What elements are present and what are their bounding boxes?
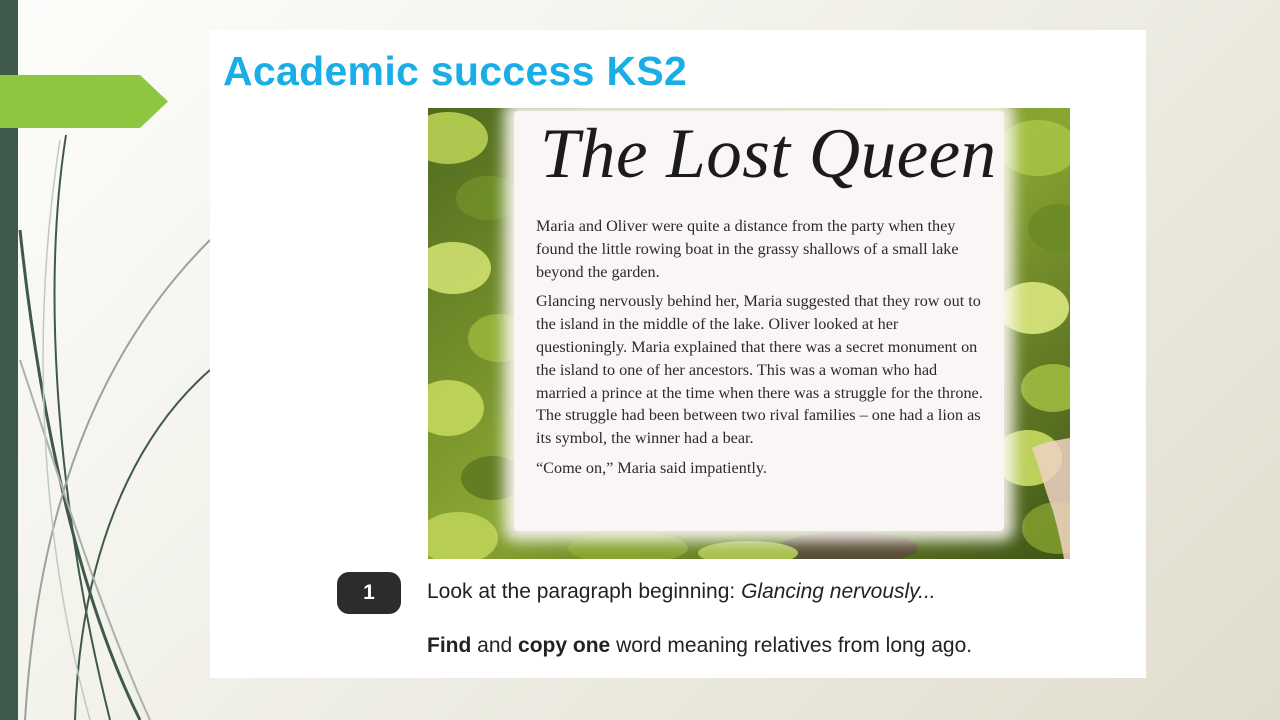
question-instruction-text: Look at the paragraph beginning: — [427, 580, 742, 603]
story-title: The Lost Queen — [540, 115, 997, 193]
question-quote: Glancing nervously... — [741, 580, 936, 603]
question-instruction — [427, 580, 936, 604]
task-copy-one: copy one — [518, 634, 611, 657]
task-find: Find — [427, 634, 472, 657]
story-paragraph: Maria and Oliver were quite a distance from the party when they found the little rowing boat in the grassy shallows of a small lake beyond the garden. — [536, 217, 959, 281]
question-task — [427, 634, 972, 658]
question-number-badge: 1 — [337, 572, 401, 614]
story-illustration — [428, 108, 1070, 559]
story-paragraph: Glancing nervously behind her, Maria suggested that they row out to the island in the middle of the lake. Oliver looked at her questioningly. Maria explained that there was a secret monument on the island to one of her ancestors. This was a woman who had married a prince at the time when there was a struggle for the throne. The struggle had been between two rival families – one had a lion as its symbol, the winner had a bear. — [536, 292, 983, 448]
worksheet-card — [210, 30, 1146, 678]
story-paragraph: “Come on,” Maria said impatiently. — [536, 458, 767, 477]
story-text — [536, 215, 986, 487]
arrow-shape — [0, 75, 170, 128]
task-and: and — [471, 634, 519, 657]
slide-title: Academic success KS2 — [223, 48, 688, 94]
task-rest: word meaning relatives from long ago. — [610, 634, 973, 657]
